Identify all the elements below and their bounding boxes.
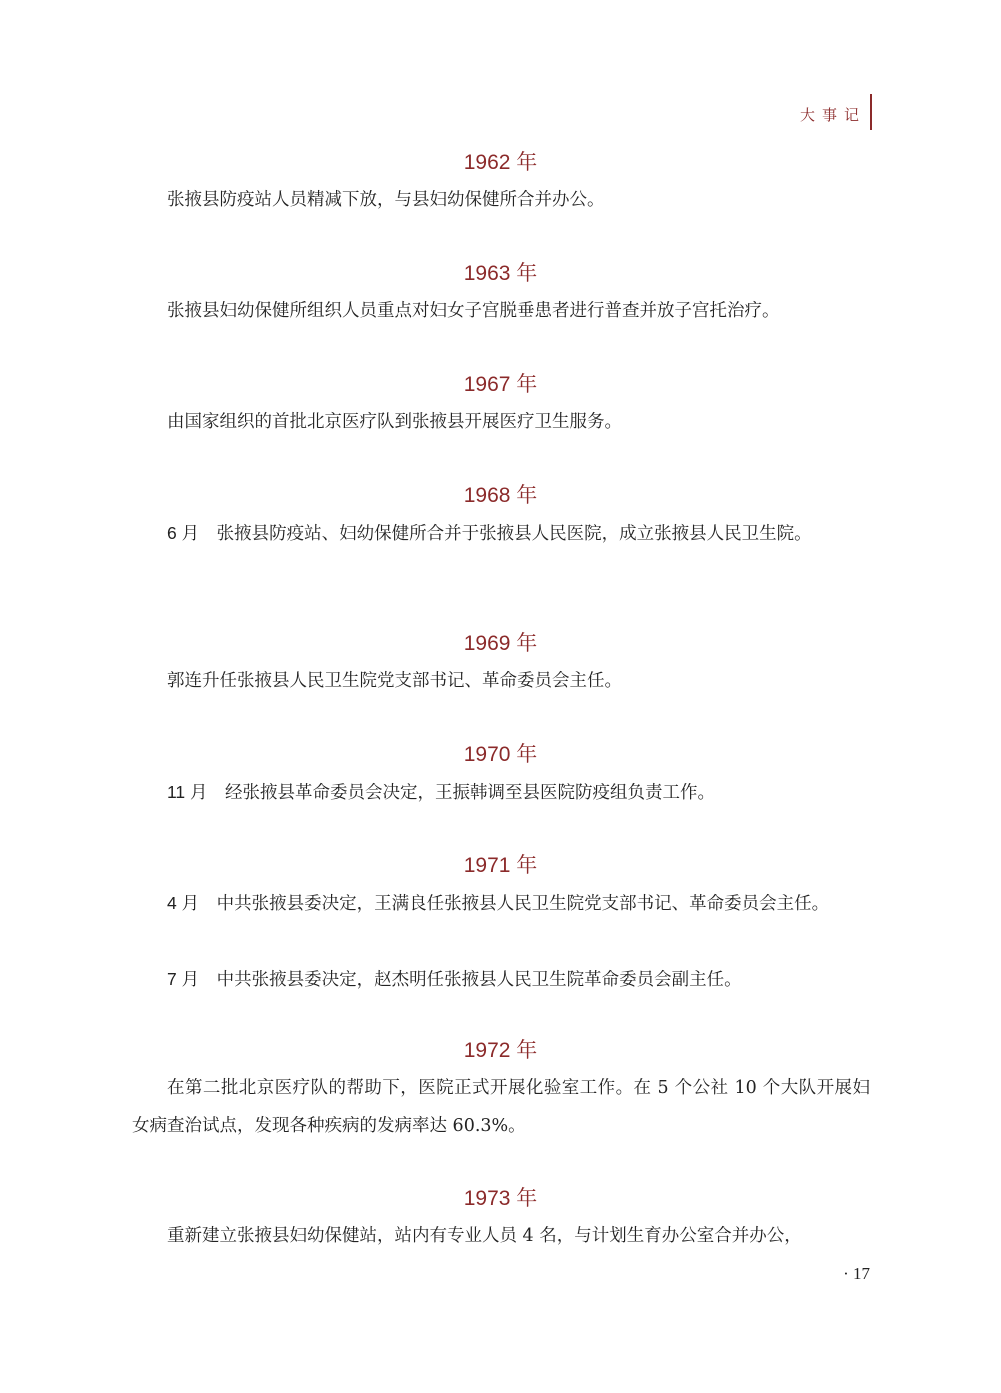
page-number: · 17 [843, 1264, 870, 1283]
entry-1962-paragraph [132, 181, 870, 219]
entry-month: 4 月 [167, 893, 200, 913]
entry-month: 7 月 [167, 969, 200, 989]
year-heading-1967: 1967 年 [463, 373, 538, 396]
year-heading-1970: 1970 年 [463, 743, 538, 766]
year-heading-1973: 1973 年 [463, 1187, 538, 1210]
year-heading-1968: 1968 年 [463, 484, 538, 507]
entry-1970-paragraph [132, 773, 870, 812]
entry-text: 张掖县防疫站人员精减下放，与县妇幼保健所合并办公。 [167, 190, 605, 210]
entry-1971-paragraph-2 [132, 960, 870, 999]
entry-1971-paragraph-1 [132, 884, 870, 923]
year-heading-1971: 1971 年 [463, 854, 538, 877]
entry-text: 重新建立张掖县妇幼保健站，站内有专业人员 4 名，与计划生育办公室合并办公， [167, 1226, 802, 1246]
entry-text: 张掖县防疫站、妇幼保健所合并于张掖县人民医院，成立张掖县人民卫生院。 [216, 524, 812, 544]
entry-text: 经张掖县革命委员会决定，王振韩调至县医院防疫组负责工作。 [225, 783, 716, 803]
entry-text: 张掖县妇幼保健所组织人员重点对妇女子宫脱垂患者进行普查并放子宫托治疗。 [167, 301, 780, 321]
entry-text: 郭连升任张掖县人民卫生院党支部书记、革命委员会主任。 [167, 671, 622, 691]
entry-1968-paragraph [132, 514, 870, 553]
entry-month: 6 月 [167, 523, 200, 543]
header-rule [870, 94, 872, 130]
entry-text: 中共张掖县委决定，王满良任张掖县人民卫生院党支部书记、革命委员会主任。 [216, 894, 830, 914]
entry-text: 由国家组织的首批北京医疗队到张掖县开展医疗卫生服务。 [167, 412, 622, 432]
entry-1972-paragraph [132, 1069, 870, 1145]
entry-1967-paragraph [132, 403, 870, 441]
entry-text: 中共张掖县委决定，赵杰明任张掖县人民卫生院革命委员会副主任。 [216, 970, 742, 990]
year-heading-1969: 1969 年 [463, 632, 538, 655]
year-heading-1972: 1972 年 [463, 1039, 538, 1062]
entry-1963-paragraph [132, 292, 870, 330]
year-heading-1962: 1962 年 [463, 151, 538, 174]
entry-month: 11 月 [167, 782, 208, 802]
entry-1973-paragraph [132, 1217, 870, 1255]
entry-1969-paragraph [132, 662, 870, 700]
entry-text: 在第二批北京医疗队的帮助下，医院正式开展化验室工作。在 5 个公社 10 个大队开展妇女病查治试点，发现各种疾病的发病率达 60.3%。 [132, 1078, 870, 1136]
running-header: 大事记 [800, 106, 867, 124]
year-heading-1963: 1963 年 [463, 262, 538, 285]
